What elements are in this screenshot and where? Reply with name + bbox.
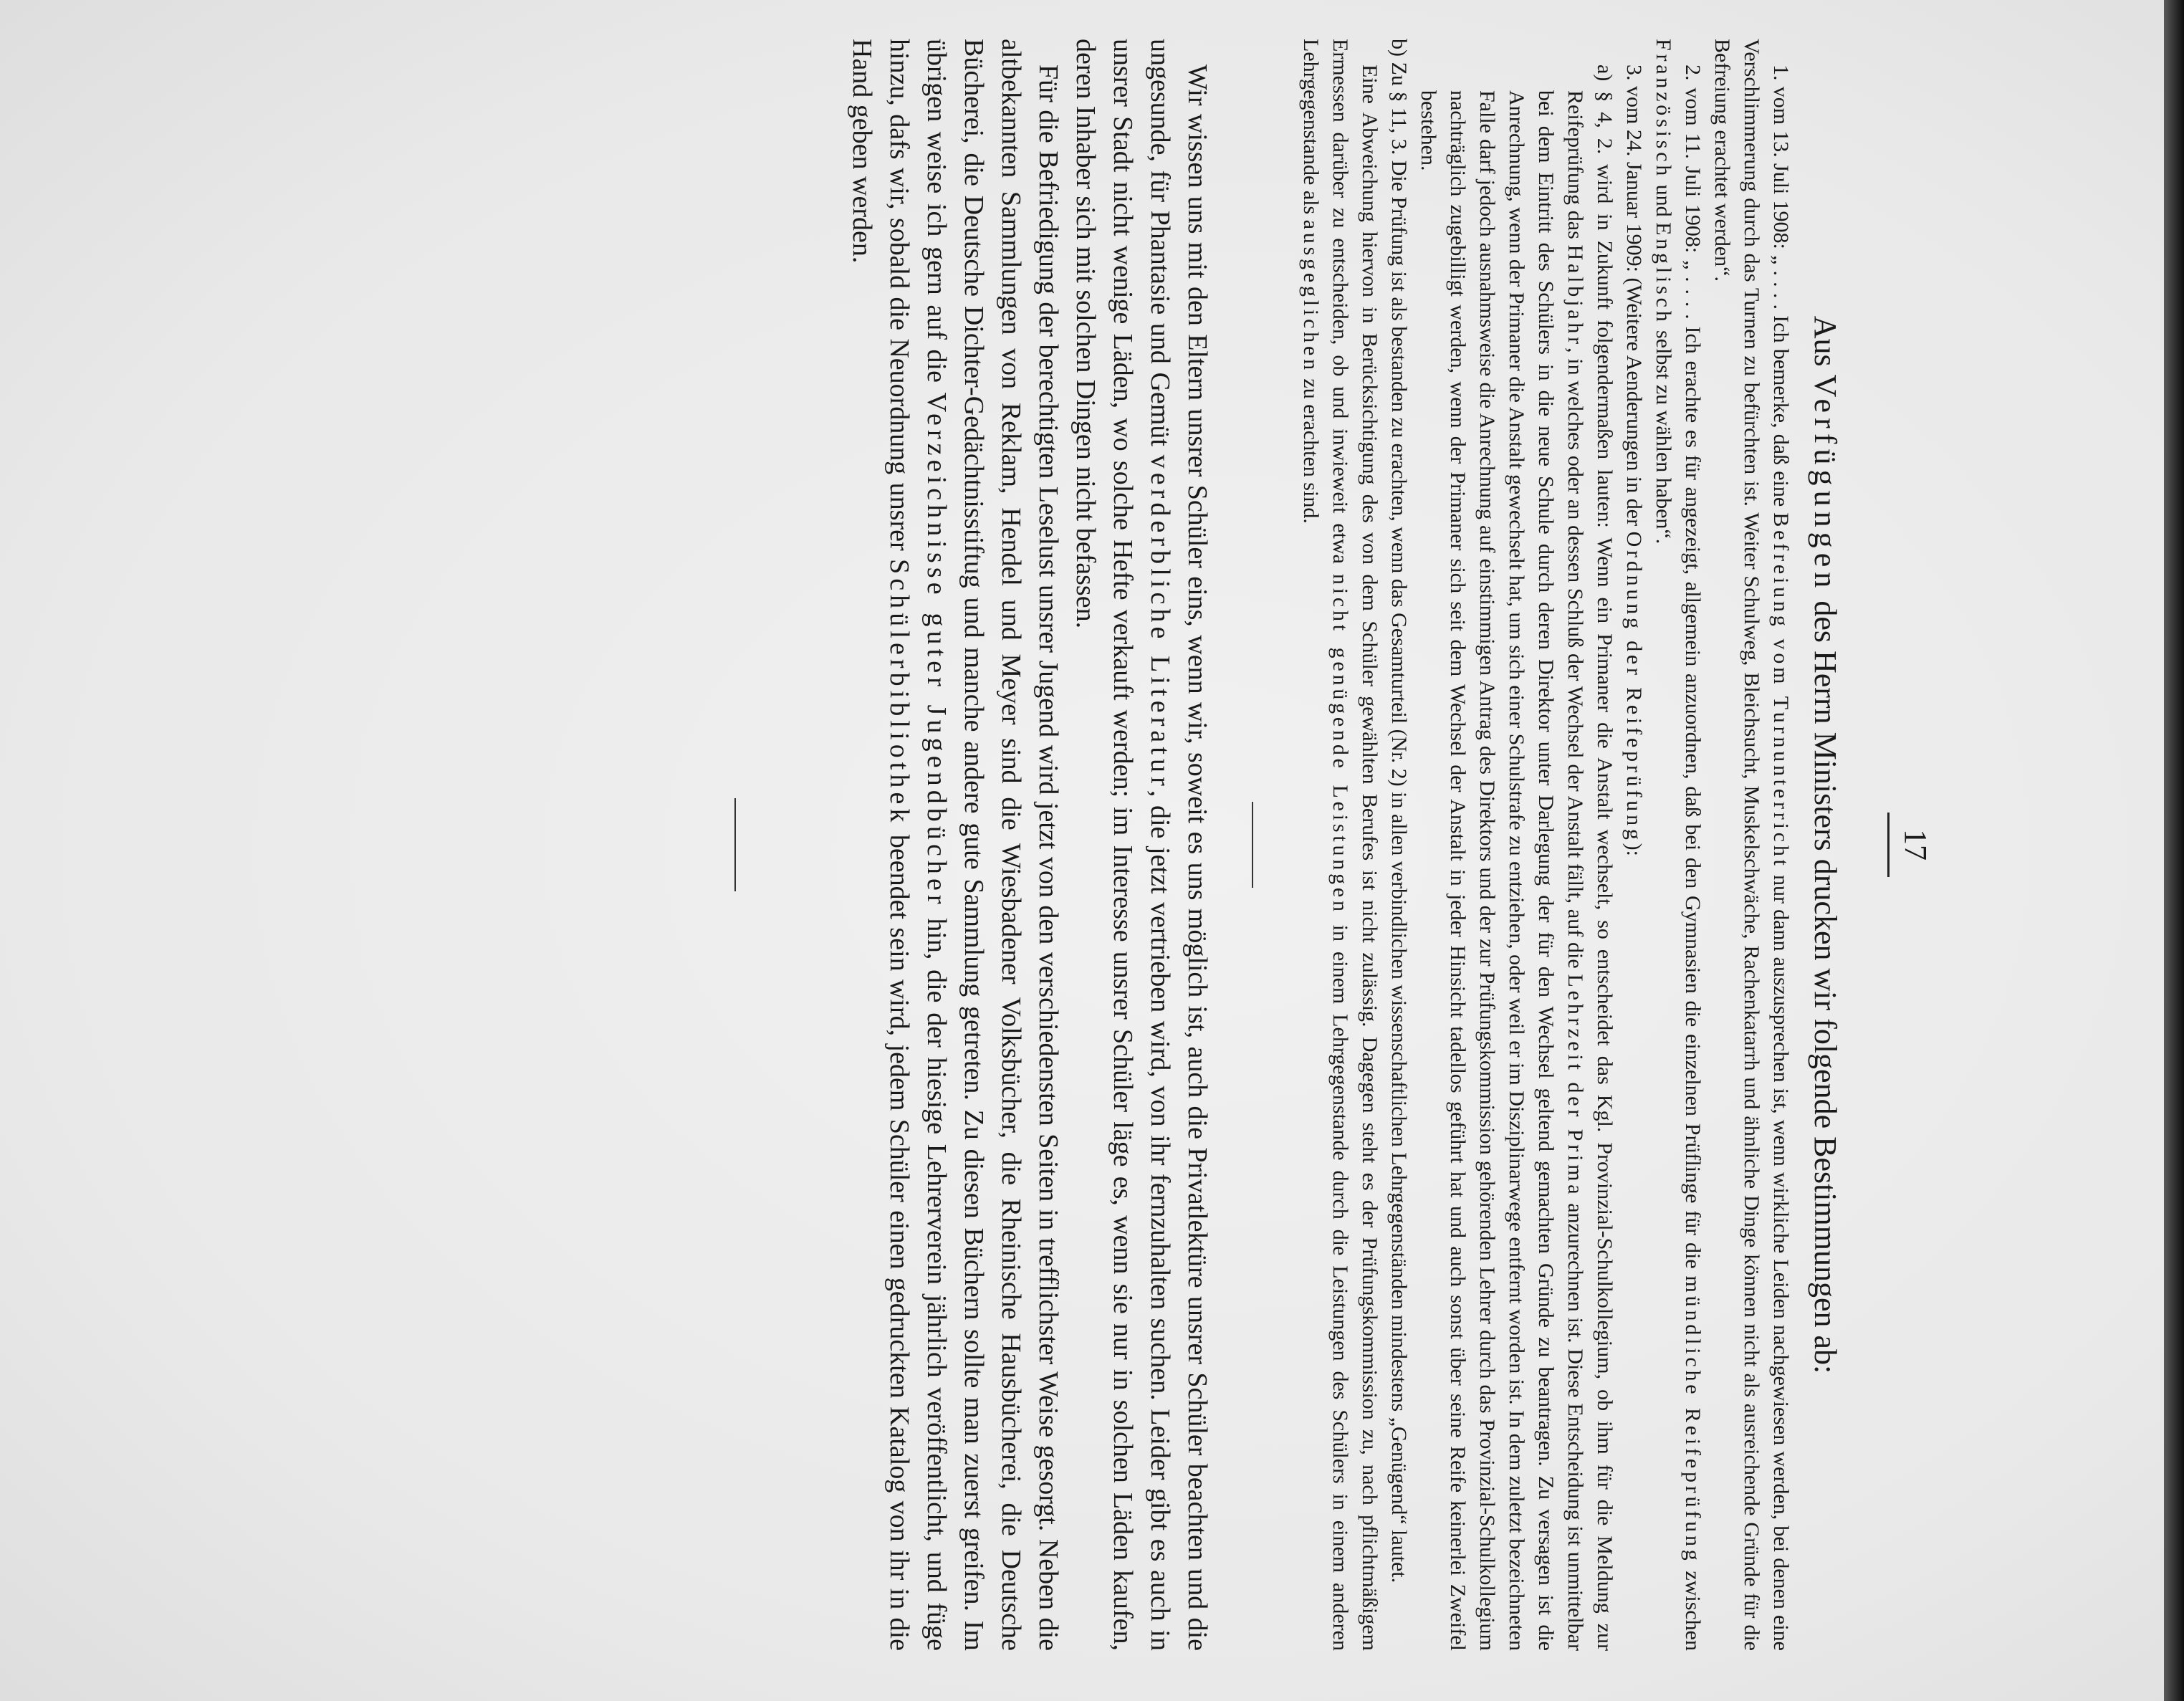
paragraph-1-part-a: Wir wissen uns mit den Eltern unsrer Schüler eins, wenn wir, soweit es uns möglich ist, auch die Privatlektüre unsrer Schüler beachten und die ungesunde, für Phantasie und Gemüt bbox=[1145, 39, 1212, 1651]
decree-3b-part-2a: Eine Abweichung hiervon in Berücksichtigung des von dem Schüler gewählten Berufes ist nicht zulässig. Dagegen steht es der Prüfungskommission zu, nach pflichtmäßigem Ermessen darüber zu entscheiden, ob und inwieweit etwa bbox=[1328, 39, 1381, 1651]
decree-3a-part-1: a) § 4, 2. wird in Zukunft folgendermaßen lauten: Wenn ein Primaner die Anstalt wechselt, so entscheidet das Kgl. Provinzial-Schulkollegium, ob ihm für die Meldung zur Reifeprüfung das bbox=[1563, 64, 1617, 1651]
page-edge-shadow bbox=[2164, 0, 2184, 1701]
decree-3b-emphasis-a: nicht genügende Leistungen bbox=[1328, 573, 1352, 915]
rotated-page-content bbox=[254, 39, 1933, 1652]
decree-3a-emphasis-b: Lehrzeit der Prima bbox=[1563, 974, 1587, 1198]
decree-1-intro: 1. vom 13. Juli 1908: „ . . . . Ich bemerke, daß eine bbox=[1769, 64, 1793, 513]
decree-3-intro: 3. vom 24. Januar 1909: (Weitere Aenderungen in der bbox=[1622, 64, 1646, 532]
decree-2-emphasis-a: mündliche Reifeprüfung bbox=[1681, 1275, 1705, 1564]
decree-2-mid: zwischen bbox=[1681, 1563, 1705, 1651]
paragraph-2-emphasis-b: Schülerbibliothek bbox=[884, 559, 914, 827]
decree-3a-part-2: , in welches oder an dessen Schluß der Wechsel der Anstalt fällt, auf die bbox=[1563, 347, 1587, 974]
decree-2-and: und bbox=[1652, 179, 1675, 223]
section-divider bbox=[1252, 802, 1253, 888]
paragraph-1-part-b: , die jetzt vertrieben wird, von ihr fernzuhalten suchen. Leider gibt es auch in unsrer Stadt nicht wenige Läden, wo solche Hefte verkauft werden; im Interesse unsrer Schüler läge es, wenn sie nur in solchen Läden kaufen, deren Inhaber sich mit solchen Dingen nicht befassen. bbox=[1071, 39, 1175, 1652]
decree-3b-part-2b: in einem Lehrgegenstande durch die Leistungen des Schülers in einem anderen Lehrgegenstande als bbox=[1299, 39, 1352, 1651]
section-heading bbox=[1806, 39, 1844, 1651]
decree-1-emphasis: Befreiung vom Turnunterricht bbox=[1769, 512, 1793, 869]
paragraph-2-part-b: hin, die der hiesige Lehrerverein jährlich veröffentlicht, und füge hinzu, dafs wir, sobald die Neuordnung unsrer bbox=[884, 39, 952, 1651]
decree-3b-part-2c: zu erachten sind. bbox=[1299, 373, 1323, 524]
decree-1 bbox=[1708, 39, 1796, 1651]
paragraph-reading-collections bbox=[843, 39, 1067, 1651]
decree-3b bbox=[1384, 39, 1414, 1651]
decree-3-end: ): bbox=[1622, 843, 1646, 856]
heading-spaced: Verfügungen bbox=[1808, 374, 1843, 593]
paragraph-1-emphasis: verderbliche Literatur bbox=[1145, 454, 1175, 790]
decree-3b-part-1: b) Zu § 11, 3. Die Prüfung ist als bestanden zu erachten, wenn das Gesamturteil (Nr. 2) in allen verbindlichen wissenschaftlichen Lehrgegenständen mindestens „Genügend“ lautet. bbox=[1387, 39, 1411, 1583]
decree-2-emphasis-b: Französisch bbox=[1652, 39, 1675, 180]
decree-3b-emphasis-b: ausgeglichen bbox=[1299, 219, 1323, 373]
decree-3a bbox=[1414, 64, 1619, 1651]
decree-3a-emphasis-a: Halbjahr bbox=[1563, 244, 1587, 348]
decree-1-rest: nur dann auszusprechen ist, wenn wirkliche Leiden nachgewiesen werden, bei denen eine Verschlimmerung durch das Turnen zu befürchten ist. Weiter Schulweg, Bleichsucht, Muskelschwäche, Rachenkatarrh und ähnliche Dinge können nicht als ausreichende Gründe für die Befreiung erachtet werden“. bbox=[1710, 39, 1793, 1652]
decree-2-emphasis-c: Englisch bbox=[1652, 222, 1675, 325]
decree-3a-part-3: anzurechnen ist. Diese Entscheidung ist unmittelbar bei dem Eintritt des Schülers in die neue Schule durch deren Direktor unter Darlegung der für den Wechsel geltend gemachten Gründe zu beantragen. Zu versagen ist die Anrechnung, wenn der Primaner die Anstalt gewechselt hat, um sich einer Schulstrafe zu entziehen, oder weil er im Disziplinarwege entfernt worden ist. In dem zuletzt bezeichneten Falle darf jedoch ausnahmsweise die Anrechnung auf einstimmigen Antrag des Direktors und der zur Prüfungskommission gehörenden Lehrer durch das Provinzial-Schulkollegium nachträglich zugebilligt werden, wenn der Primaner sich seit dem Wechsel der Anstalt in jeder Hinsicht tadellos geführt hat und auch sonst über seine Reife keinerlei Zweifel bestehen. bbox=[1417, 90, 1587, 1651]
decree-3b-continued bbox=[1296, 39, 1384, 1651]
decree-2 bbox=[1649, 39, 1708, 1651]
decree-3 bbox=[1619, 39, 1649, 1651]
decree-2-intro: 2. vom 11. Juli 1908: „ . . . . Ich erachte es für angezeigt, allgemein anzuordnen, daß bei den Gymnasien die einzelnen Prüflinge für die bbox=[1681, 64, 1705, 1276]
heading-pre: Aus bbox=[1808, 315, 1843, 375]
paragraph-2-part-c: beendet sein wird, jedem Schüler einen gedruckten Katalog von ihr in die Hand geben werden. bbox=[847, 39, 914, 1651]
decree-3-emphasis: Ordnung der Reifeprüfung bbox=[1622, 531, 1646, 843]
paragraph-private-reading bbox=[1067, 39, 1216, 1651]
page-number-underline bbox=[1887, 813, 1890, 877]
page-number: 17 bbox=[1898, 829, 1933, 861]
end-divider bbox=[734, 798, 736, 891]
paragraph-2-part-a: Für die Befriedigung der berechtigten Leselust unsrer Jugend wird jetzt von den verschiedensten Seiten in trefflichster Weise gesorgt. Neben die altbekannten Sammlungen von Reklam, Hendel und Meyer sind die Wiesbadener Volksbücher, die Rheinische Hausbücherei, die Deutsche Bücherei, die Deutsche Dichter-Gedächtnisstiftug und manche andere gute Sammlung getreten. Zu diesen Büchern sollte man zuerst greifen. Im übrigen weise ich gern auf die bbox=[921, 39, 1063, 1651]
paragraph-2-emphasis-a: Verzeichnisse guter Jugendbücher bbox=[921, 392, 952, 909]
decree-2-rest: selbst zu wählen haben“. bbox=[1652, 325, 1675, 545]
heading-post: des Herrn Ministers drucken wir folgende Bestimmungen ab: bbox=[1808, 593, 1843, 1374]
